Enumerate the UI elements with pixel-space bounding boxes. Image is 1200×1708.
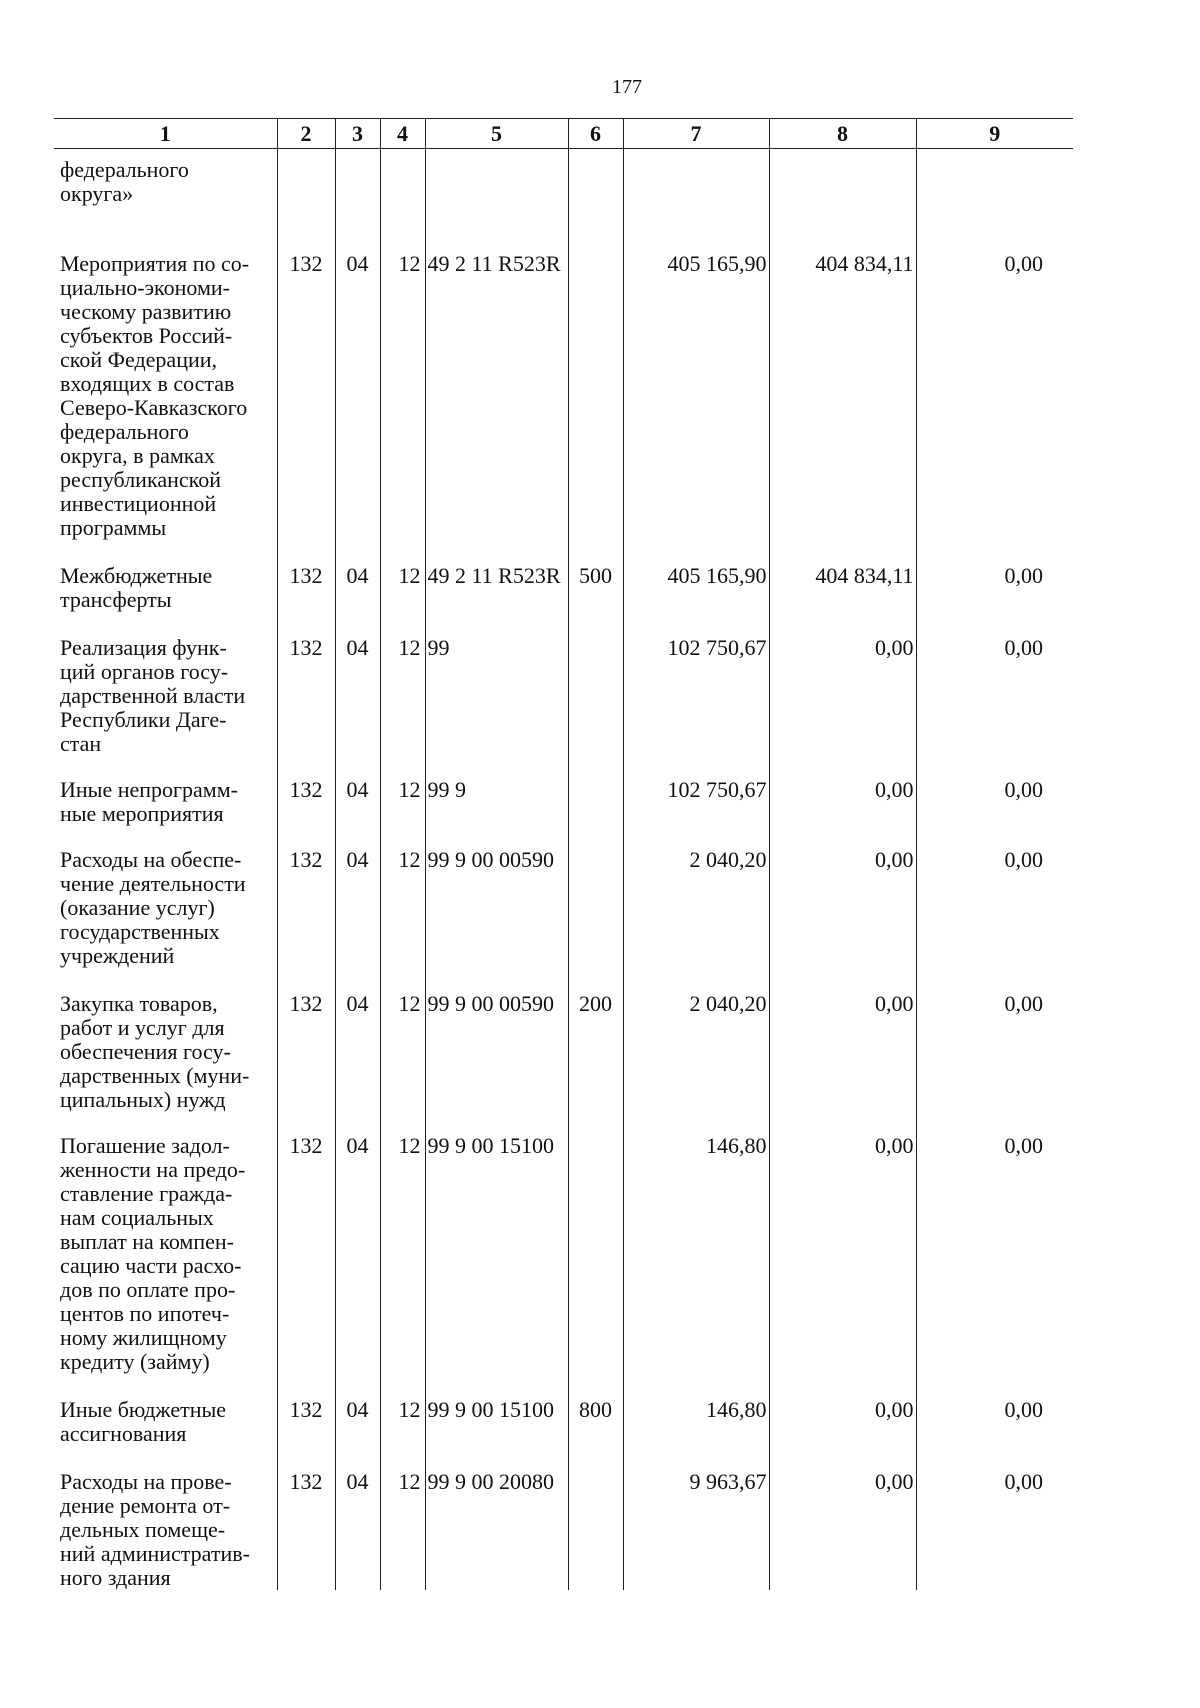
cell-amount-7: 2 040,20	[623, 992, 769, 1112]
spacer-cell	[277, 540, 335, 564]
spacer-cell	[916, 540, 1073, 564]
spacer-cell	[623, 1112, 769, 1134]
cell-amount-9: 0,00	[916, 1398, 1073, 1446]
table-row	[54, 778, 1073, 826]
spacer-cell	[335, 756, 380, 778]
cell-amount-7: 146,80	[623, 1134, 769, 1374]
cell-amount-8: 404 834,11	[769, 252, 916, 540]
spacer-cell	[568, 540, 623, 564]
cell-expense-type	[568, 1470, 623, 1590]
cell-section: 04	[335, 564, 380, 612]
cell-expense-type	[568, 252, 623, 540]
spacer-cell	[568, 968, 623, 992]
row-label: Расходы на обеспе- чение деятельности (оказание услуг) государственных учреждений	[60, 847, 246, 968]
row-label: Иные непрограмм- ные мероприятия	[60, 777, 238, 826]
cell-amount-7: 102 750,67	[623, 636, 769, 756]
spacer-cell	[54, 826, 277, 848]
cell-subsection: 12	[380, 252, 425, 540]
spacer-cell	[277, 206, 335, 252]
spacer-cell	[425, 826, 568, 848]
spacer-cell	[769, 968, 916, 992]
cell-amount-8: 0,00	[769, 1470, 916, 1590]
row-spacer	[54, 756, 1073, 778]
cell-expense-type	[568, 1134, 623, 1374]
spacer-cell	[277, 756, 335, 778]
cell-section: 04	[335, 848, 380, 968]
row-label: Иные бюджетные ассигнования	[60, 1397, 227, 1446]
cell-amount-8: 0,00	[769, 778, 916, 826]
spacer-cell	[425, 206, 568, 252]
cell-subsection	[380, 149, 425, 207]
cell-chapter: 132	[277, 778, 335, 826]
spacer-cell	[769, 756, 916, 778]
column-header-3: 3	[335, 119, 380, 149]
cell-subsection: 12	[380, 1134, 425, 1374]
column-header-1: 1	[54, 119, 277, 149]
spacer-cell	[916, 1112, 1073, 1134]
spacer-cell	[380, 206, 425, 252]
cell-amount-7	[623, 149, 769, 207]
spacer-cell	[54, 612, 277, 636]
cell-amount-9: 0,00	[916, 636, 1073, 756]
spacer-cell	[916, 968, 1073, 992]
spacer-cell	[380, 968, 425, 992]
spacer-cell	[277, 826, 335, 848]
spacer-cell	[623, 612, 769, 636]
cell-chapter: 132	[277, 564, 335, 612]
cell-section: 04	[335, 1470, 380, 1590]
spacer-cell	[277, 968, 335, 992]
spacer-cell	[54, 968, 277, 992]
row-spacer	[54, 612, 1073, 636]
row-spacer	[54, 826, 1073, 848]
spacer-cell	[335, 1374, 380, 1398]
cell-target-article: 99 9 00 15100	[425, 1134, 568, 1374]
spacer-cell	[380, 826, 425, 848]
row-spacer	[54, 1374, 1073, 1398]
spacer-cell	[425, 540, 568, 564]
cell-amount-9: 0,00	[916, 778, 1073, 826]
cell-amount-9: 0,00	[916, 1134, 1073, 1374]
cell-chapter: 132	[277, 848, 335, 968]
cell-target-article: 49 2 11 R523R	[425, 252, 568, 540]
row-label: Погашение задол- женности на предо- ставление гражда- нам социальных выплат на компен- сацию части расхо- дов по оплате про- центов по ипотеч- ному жилищному кредиту (займу)	[60, 1133, 246, 1374]
spacer-cell	[380, 1374, 425, 1398]
spacer-cell	[568, 756, 623, 778]
cell-amount-9: 0,00	[916, 992, 1073, 1112]
spacer-cell	[277, 1446, 335, 1470]
cell-subsection: 12	[380, 992, 425, 1112]
cell-expense-type	[568, 149, 623, 207]
table-row	[54, 992, 1073, 1112]
cell-subsection: 12	[380, 564, 425, 612]
spacer-cell	[335, 1112, 380, 1134]
spacer-cell	[568, 612, 623, 636]
table-row	[54, 848, 1073, 968]
spacer-cell	[277, 1112, 335, 1134]
spacer-cell	[769, 1446, 916, 1470]
cell-subsection: 12	[380, 1398, 425, 1446]
cell-expense-type	[568, 848, 623, 968]
table-row	[54, 149, 1073, 207]
cell-amount-9: 0,00	[916, 848, 1073, 968]
page-number: 177	[612, 76, 642, 98]
spacer-cell	[769, 1112, 916, 1134]
spacer-cell	[54, 540, 277, 564]
spacer-cell	[769, 612, 916, 636]
spacer-cell	[916, 612, 1073, 636]
cell-amount-8: 404 834,11	[769, 564, 916, 612]
cell-target-article: 99 9 00 00590	[425, 848, 568, 968]
cell-target-article: 99 9 00 00590	[425, 992, 568, 1112]
spacer-cell	[277, 1374, 335, 1398]
spacer-cell	[623, 1446, 769, 1470]
column-header-9: 9	[916, 119, 1073, 149]
cell-amount-8	[769, 149, 916, 207]
spacer-cell	[916, 1374, 1073, 1398]
row-label: Реализация функ- ций органов госу- дарственной власти Республики Даге- стан	[60, 635, 246, 756]
budget-table	[54, 118, 1073, 1590]
cell-expense-type: 200	[568, 992, 623, 1112]
spacer-cell	[568, 1112, 623, 1134]
spacer-cell	[623, 206, 769, 252]
spacer-cell	[335, 540, 380, 564]
cell-subsection: 12	[380, 848, 425, 968]
spacer-cell	[335, 1446, 380, 1470]
spacer-cell	[335, 826, 380, 848]
column-header-6: 6	[568, 119, 623, 149]
spacer-cell	[769, 540, 916, 564]
column-header-5: 5	[425, 119, 568, 149]
cell-amount-7: 9 963,67	[623, 1470, 769, 1590]
spacer-cell	[623, 1374, 769, 1398]
row-label: Мероприятия по со- циально-экономи- ческому развитию субъектов Россий- ской Федерации, входящих в состав Северо-Кавказского федерального округа, в рамках республиканской инвестиционной программы	[60, 251, 250, 540]
spacer-cell	[335, 206, 380, 252]
cell-section: 04	[335, 636, 380, 756]
cell-expense-type	[568, 778, 623, 826]
cell-amount-8: 0,00	[769, 1398, 916, 1446]
row-spacer	[54, 540, 1073, 564]
spacer-cell	[54, 206, 277, 252]
spacer-cell	[380, 540, 425, 564]
table-row	[54, 252, 1073, 540]
row-spacer	[54, 968, 1073, 992]
spacer-cell	[380, 756, 425, 778]
cell-expense-type	[568, 636, 623, 756]
spacer-cell	[380, 1112, 425, 1134]
spacer-cell	[425, 1446, 568, 1470]
cell-amount-7: 2 040,20	[623, 848, 769, 968]
spacer-cell	[568, 826, 623, 848]
cell-chapter: 132	[277, 1134, 335, 1374]
spacer-cell	[769, 206, 916, 252]
cell-target-article: 99	[425, 636, 568, 756]
cell-amount-9: 0,00	[916, 564, 1073, 612]
cell-expense-type: 500	[568, 564, 623, 612]
spacer-cell	[916, 1446, 1073, 1470]
cell-amount-7: 405 165,90	[623, 564, 769, 612]
cell-chapter: 132	[277, 1398, 335, 1446]
column-header-8: 8	[769, 119, 916, 149]
cell-target-article: 49 2 11 R523R	[425, 564, 568, 612]
spacer-cell	[54, 1374, 277, 1398]
spacer-cell	[568, 206, 623, 252]
cell-amount-7: 102 750,67	[623, 778, 769, 826]
spacer-cell	[916, 206, 1073, 252]
cell-target-article: 99 9	[425, 778, 568, 826]
spacer-cell	[277, 612, 335, 636]
spacer-cell	[425, 1112, 568, 1134]
cell-chapter	[277, 149, 335, 207]
cell-chapter: 132	[277, 252, 335, 540]
table-body	[54, 149, 1073, 1591]
row-spacer	[54, 1446, 1073, 1470]
row-spacer	[54, 206, 1073, 252]
column-header-4: 4	[380, 119, 425, 149]
cell-target-article	[425, 149, 568, 207]
cell-subsection: 12	[380, 778, 425, 826]
spacer-cell	[54, 1112, 277, 1134]
cell-amount-8: 0,00	[769, 1134, 916, 1374]
row-label: Расходы на прове- дение ремонта от- дельных помеще- ний административ- ного здания	[60, 1469, 250, 1590]
cell-section	[335, 149, 380, 207]
spacer-cell	[769, 826, 916, 848]
spacer-cell	[623, 826, 769, 848]
row-label: Закупка товаров, работ и услуг для обеспечения госу- дарственных (муни- ципальных) нужд	[60, 991, 250, 1112]
cell-target-article: 99 9 00 15100	[425, 1398, 568, 1446]
cell-amount-9	[916, 149, 1073, 207]
cell-section: 04	[335, 992, 380, 1112]
spacer-cell	[425, 756, 568, 778]
cell-amount-8: 0,00	[769, 992, 916, 1112]
cell-section: 04	[335, 778, 380, 826]
spacer-cell	[623, 540, 769, 564]
spacer-cell	[425, 1374, 568, 1398]
cell-section: 04	[335, 1398, 380, 1446]
table-row	[54, 564, 1073, 612]
spacer-cell	[623, 968, 769, 992]
spacer-cell	[380, 1446, 425, 1470]
table-row	[54, 1398, 1073, 1446]
cell-section: 04	[335, 1134, 380, 1374]
cell-amount-9: 0,00	[916, 1470, 1073, 1590]
cell-amount-8: 0,00	[769, 848, 916, 968]
row-spacer	[54, 1112, 1073, 1134]
spacer-cell	[54, 1446, 277, 1470]
spacer-cell	[916, 826, 1073, 848]
cell-chapter: 132	[277, 992, 335, 1112]
column-header-2: 2	[277, 119, 335, 149]
cell-chapter: 132	[277, 636, 335, 756]
spacer-cell	[54, 756, 277, 778]
spacer-cell	[335, 968, 380, 992]
cell-target-article: 99 9 00 20080	[425, 1470, 568, 1590]
spacer-cell	[425, 612, 568, 636]
table-row	[54, 1470, 1073, 1590]
cell-chapter: 132	[277, 1470, 335, 1590]
spacer-cell	[380, 612, 425, 636]
spacer-cell	[623, 756, 769, 778]
spacer-cell	[769, 1374, 916, 1398]
cell-amount-7: 146,80	[623, 1398, 769, 1446]
cell-subsection: 12	[380, 1470, 425, 1590]
spacer-cell	[335, 612, 380, 636]
cell-subsection: 12	[380, 636, 425, 756]
spacer-cell	[425, 968, 568, 992]
table-row	[54, 636, 1073, 756]
cell-section: 04	[335, 252, 380, 540]
row-label: федерального округа»	[60, 157, 189, 206]
table-row	[54, 1134, 1073, 1374]
cell-amount-8: 0,00	[769, 636, 916, 756]
cell-amount-7: 405 165,90	[623, 252, 769, 540]
row-label: Межбюджетные трансферты	[60, 563, 213, 612]
column-header-7: 7	[623, 119, 769, 149]
cell-expense-type: 800	[568, 1398, 623, 1446]
header-row	[54, 119, 1073, 149]
cell-amount-9: 0,00	[916, 252, 1073, 540]
spacer-cell	[568, 1446, 623, 1470]
spacer-cell	[916, 756, 1073, 778]
spacer-cell	[568, 1374, 623, 1398]
